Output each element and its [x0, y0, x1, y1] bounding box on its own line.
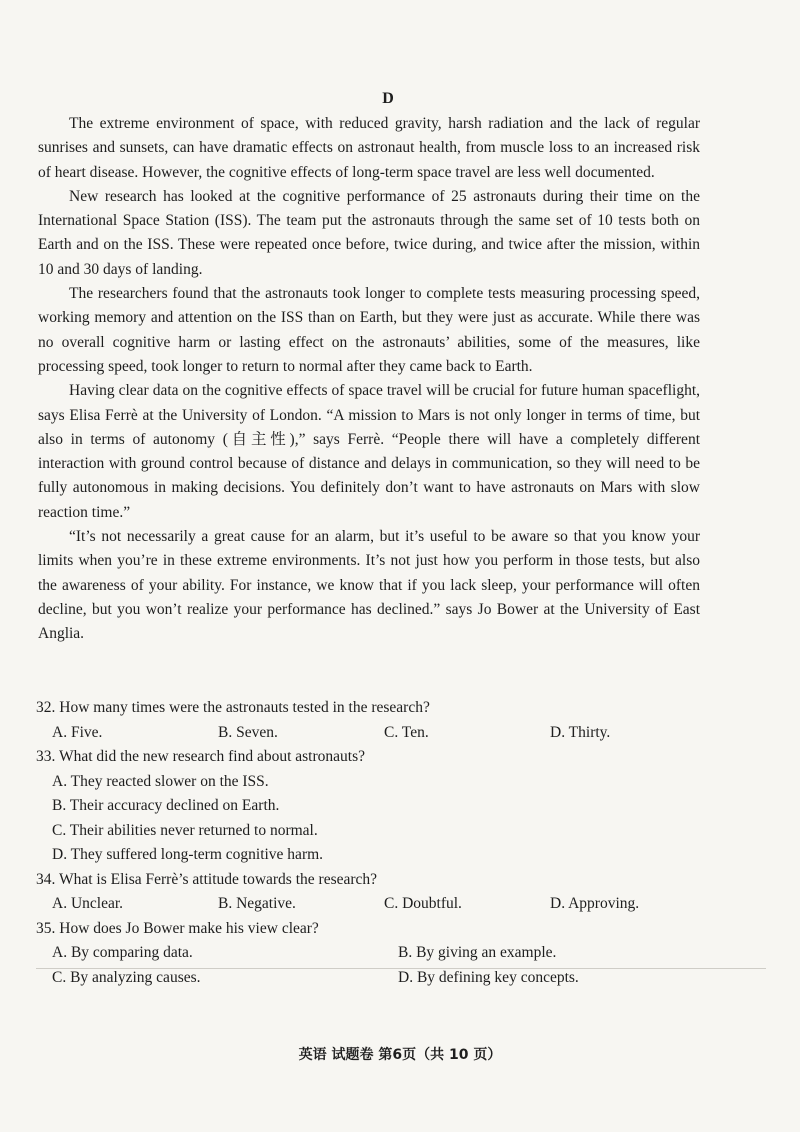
passage-paragraph: Having clear data on the cognitive effects of space travel will be crucial for future human spaceflight, says Elisa Ferrè at the University of London. “A mission to Mars is not only longer in terms of time, but also in terms of autonomy (自主性),” says Ferrè. “People there will have a completely different interaction with ground control because of distance and delays in communication, so they will need to be fully autonomous in making decisions. You definitely don’t want to have astronauts on Mars with slow reaction time.” [38, 382, 700, 521]
option-b: B. Seven. [218, 723, 278, 741]
question-33 [36, 745, 736, 868]
question-34 [36, 868, 736, 917]
option-a: A. They reacted slower on the ISS. [52, 772, 269, 790]
question-stem: 32. How many times were the astronauts tested in the research? [36, 699, 430, 716]
option-c: C. By analyzing causes. [52, 968, 201, 986]
question-list [36, 696, 736, 990]
question-stem: 34. What is Elisa Ferrè’s attitude towards the research? [36, 870, 378, 888]
option-d: D. Approving. [550, 895, 640, 912]
page-footer: 英语 试题卷 第6页（共 10 页） [298, 1047, 502, 1063]
option-c: C. Ten. [384, 723, 429, 741]
question-stem: 33. What did the new research find about astronauts? [36, 748, 365, 765]
passage-paragraph: The researchers found that the astronauts took longer to complete tests measuring processing speed, working memory and attention on the ISS than on Earth, but they were just as accurate. While there was no overall cognitive harm or lasting effect on the astronauts’ abilities, some of the measures, like processing speed, took longer to return to normal after they came back to Earth. [38, 285, 700, 375]
option-d: D. They suffered long-term cognitive harm. [52, 846, 324, 863]
option-a: A. By comparing data. [52, 944, 193, 961]
reading-passage [38, 112, 700, 647]
passage-paragraph: New research has looked at the cognitive performance of 25 astronauts during their time on the International Space Station (ISS). The team put the astronauts through the same set of 10 tests both on Earth and on the ISS. These were repeated once before, twice during, and twice after the mission, within 10 and 30 days of landing. [38, 187, 700, 278]
option-column [36, 770, 736, 868]
passage-paragraph: The extreme environment of space, with reduced gravity, harsh radiation and the lack of regular sunrises and sunsets, can have dramatic effects on astronaut health, from muscle loss to an increased risk of heart disease. However, the cognitive effects of long-term space travel are less well documented. [38, 115, 700, 181]
section-divider [36, 968, 766, 969]
question-35 [36, 917, 736, 991]
section-heading: D [382, 90, 394, 107]
option-row [36, 892, 736, 917]
option-a: A. Unclear. [52, 895, 124, 912]
option-c: C. Doubtful. [384, 895, 462, 912]
question-32 [36, 696, 736, 745]
option-row [36, 966, 736, 991]
option-d: D. Thirty. [550, 723, 611, 741]
option-b: B. Negative. [218, 895, 296, 912]
option-b: B. Their accuracy declined on Earth. [52, 797, 280, 814]
option-a: A. Five. [52, 723, 103, 741]
option-d: D. By defining key concepts. [398, 968, 579, 986]
option-row [36, 941, 736, 966]
option-row [36, 721, 736, 746]
option-b: B. By giving an example. [398, 944, 557, 961]
question-stem: 35. How does Jo Bower make his view clear? [36, 919, 319, 937]
option-c: C. Their abilities never returned to normal. [52, 821, 318, 839]
passage-paragraph: “It’s not necessarily a great cause for an alarm, but it’s useful to be aware so that you know your limits when you’re in these extreme environments. It’s not just how you perform in those tests, but also the awareness of your ability. For instance, we know that if you lack sleep, your performance will often decline, but you won’t realize your performance has declined.” says Jo Bower at the University of East Anglia. [38, 528, 700, 643]
